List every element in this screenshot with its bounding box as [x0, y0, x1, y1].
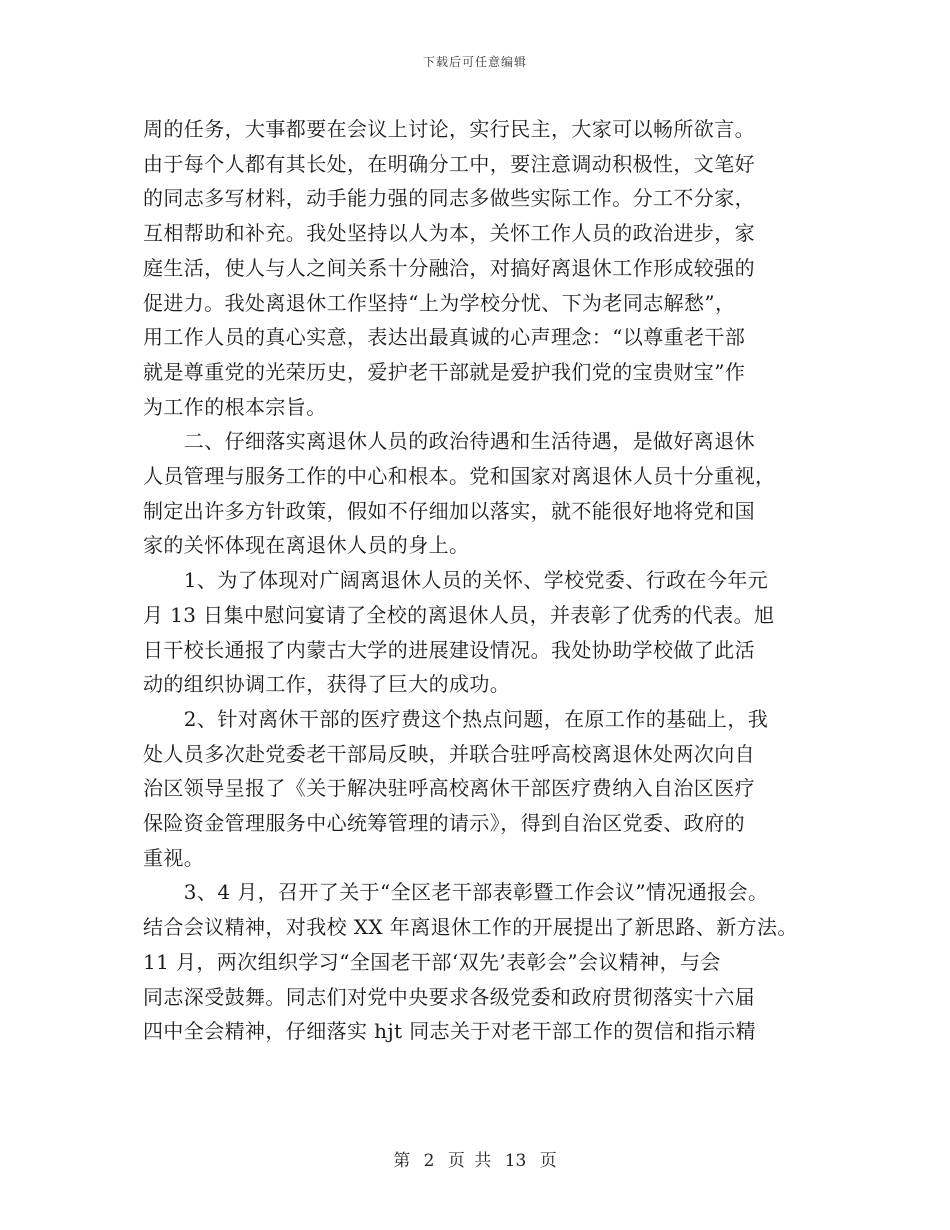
text-line: 处人员多次赴党委老干部局反映，并联合驻呼高校离退休处两次向自	[143, 741, 755, 766]
text-line: 1、为了体现对广阔离退休人员的关怀、学校党委、行政在今年元	[143, 568, 769, 593]
text-line: 月 13 日集中慰问宴请了全校的离退休人员，并表彰了优秀的代表。旭	[143, 602, 775, 627]
text-line: 重视。	[143, 845, 205, 870]
text-line: 互相帮助和补充。我处坚持以人为本，关怀工作人员的政治进步，家	[143, 221, 755, 246]
text-line: 治区领导呈报了《关于解决驻呼高校离休干部医疗费纳入自治区医疗	[143, 776, 755, 801]
text-line: 人员管理与服务工作的中心和根本。党和国家对离退休人员十分重视，	[143, 464, 776, 489]
footer-page-number: 2	[423, 1151, 435, 1171]
text-line: 结合会议精神，对我校 XX 年离退休工作的开展提出了新思路、新方法。	[143, 915, 798, 940]
text-line: 家的关怀体现在离退休人员的身上。	[143, 533, 470, 558]
text-line: 四中全会精神，仔细落实 hjt 同志关于对老干部工作的贺信和指示精	[143, 1019, 757, 1044]
text-line: 2、针对离休干部的医疗费这个热点问题，在原工作的基础上，我	[143, 706, 769, 731]
text-line: 日干校长通报了内蒙古大学的进展建设情况。我处协助学校做了此活	[143, 637, 755, 662]
text-line: 为工作的根本宗旨。	[143, 394, 327, 419]
text-line: 庭生活，使人与人之间关系十分融洽，对搞好离退休工作形成较强的	[143, 255, 755, 280]
text-line: 11 月，两次组织学习“全国老干部‘双先’表彰会”会议精神，与会	[143, 949, 721, 974]
text-line: 制定出许多方针政策，假如不仔细加以落实，就不能很好地将党和国	[143, 498, 755, 523]
text-line: 二、仔细落实离退休人员的政治待遇和生活待遇，是做好离退休	[143, 429, 755, 454]
text-line: 用工作人员的真心实意，表达出最真诚的心声理念：“以尊重老干部	[143, 325, 746, 350]
text-line: 促进力。我处离退休工作坚持“上为学校分忧、下为老同志解愁”，	[143, 290, 736, 315]
footer-suffix: 页	[539, 1151, 557, 1171]
text-line: 由于每个人都有其长处，在明确分工中，要注意调动积极性，文笔好	[143, 151, 755, 176]
text-line: 周的任务，大事都要在会议上讨论，实行民主，大家可以畅所欲言。	[143, 117, 755, 141]
text-line: 保险资金管理服务中心统筹管理的请示》，得到自治区党委、政府的	[143, 811, 745, 836]
text-line: 动的组织协调工作，获得了巨大的成功。	[143, 672, 511, 697]
text-line: 3、4 月，召开了关于“全区老干部表彰暨工作会议”情况通报会。	[143, 880, 769, 905]
page-header: 下载后可任意编辑	[422, 55, 527, 69]
text-line: 的同志多写材料，动手能力强的同志多做些实际工作。分工不分家，	[143, 186, 755, 211]
page-footer	[0, 1146, 950, 1171]
text-line: 就是尊重党的光荣历史，爱护老干部就是爱护我们党的宝贵财宝”作	[143, 359, 746, 384]
footer-middle: 页 共	[447, 1151, 492, 1171]
text-line: 同志深受鼓舞。同志们对党中央要求各级党委和政府贯彻落实十六届	[143, 984, 755, 1009]
footer-total-pages: 13	[504, 1151, 527, 1171]
footer-prefix: 第	[393, 1151, 411, 1171]
body-text	[143, 112, 823, 1049]
